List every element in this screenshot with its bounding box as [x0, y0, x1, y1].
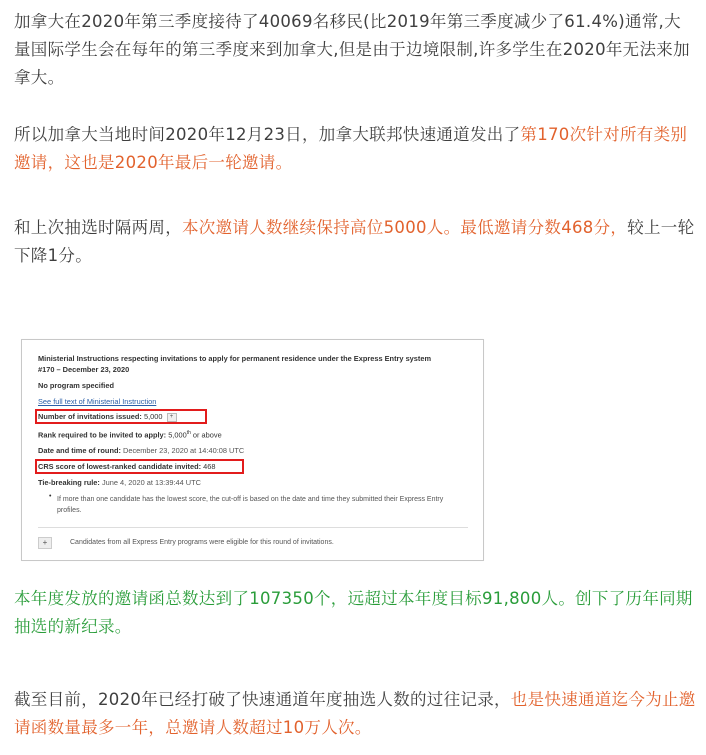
- paragraph-record: [14, 686, 696, 742]
- paragraph-immigration-stats: [14, 8, 696, 92]
- ee-date-value: December 23, 2020 at 14:40:08 UTC: [123, 446, 245, 455]
- ee-invitations-value: 5,000: [143, 412, 163, 421]
- ee-invitations-label: Number of invitations issued:: [38, 412, 142, 421]
- highlight-box-invitations: [35, 409, 207, 424]
- highlight-box-crs: [35, 459, 244, 474]
- paragraph-draw-details: [14, 214, 696, 270]
- ee-date-row: [38, 446, 244, 455]
- ee-bullet-text: If more than one candidate has the lowest score, the cut-off is based on the date and time they submitted their Express Entry profiles.: [57, 496, 444, 514]
- ee-title: [38, 353, 468, 375]
- ee-rank-label: Rank required to be invited to apply:: [38, 430, 167, 440]
- p5-plain: 截至目前，2020年已经打破了快速通道年度抽选人数的过往记录，: [14, 690, 511, 709]
- bullet-icon: •: [49, 493, 52, 500]
- p1-text: 加拿大在2020年第三季度接待了40069名移民(比2019年第三季度减少了61.4%)通常,大量国际学生会在每年的第三季度来到加拿大,但是由于边境限制,许多学生在2020年无法来加拿大。: [14, 12, 690, 87]
- p3-tail: 较上一轮下降1分。: [14, 218, 695, 265]
- p3-plain: 和上次抽选时隔两周，: [14, 218, 182, 237]
- ee-footer: Candidates from all Express Entry programs were eligible for this round of invitations.: [70, 539, 334, 546]
- p3-highlight: 本次邀请人数继续保持高位5000人。最低邀请分数468分，: [182, 218, 628, 237]
- ee-rank-suffix: or above: [192, 430, 222, 440]
- p4-text: 本年度发放的邀请函总数达到了107350个，远超过本年度目标91,800人。创下了历年同期抽选的新纪录。: [14, 589, 693, 636]
- ee-tie-row: [38, 478, 201, 487]
- paragraph-annual-total: [14, 585, 696, 641]
- ee-full-text-link[interactable]: See full text of Ministerial Instruction: [38, 397, 157, 406]
- ee-tie-label: Tie-breaking rule:: [38, 478, 100, 487]
- ee-date-label: Date and time of round:: [38, 446, 121, 455]
- ee-crs-label: CRS score of lowest-ranked candidate invited:: [38, 462, 202, 471]
- p2-plain: 所以加拿大当地时间2020年12月23日，加拿大联邦快速通道发出了: [14, 125, 521, 144]
- expand-icon[interactable]: +: [167, 413, 177, 422]
- paragraph-draw-170: [14, 121, 696, 177]
- p5-highlight: 也是快速通道迄今为止邀请函数量最多一年，总邀请人数超过10万人次。: [14, 690, 696, 737]
- ee-divider: [38, 527, 468, 528]
- ee-program: No program specified: [38, 381, 114, 390]
- ee-rank-sup: th: [186, 430, 191, 436]
- p2-highlight: 第170次针对所有类别邀请，这也是2020年最后一轮邀请。: [14, 125, 688, 172]
- ee-tie-value: June 4, 2020 at 13:39:44 UTC: [101, 478, 201, 487]
- ee-crs-value: 468: [203, 462, 216, 471]
- ee-round: #170 – December 23, 2020: [38, 365, 130, 374]
- express-entry-screenshot: [21, 339, 484, 561]
- ee-rank-row: [38, 430, 222, 439]
- plus-icon[interactable]: +: [38, 537, 52, 549]
- ee-rank-value: 5,000: [168, 430, 187, 440]
- ee-title-text: Ministerial Instructions respecting invitations to apply for permanent residence under the Express Entry system: [38, 354, 432, 363]
